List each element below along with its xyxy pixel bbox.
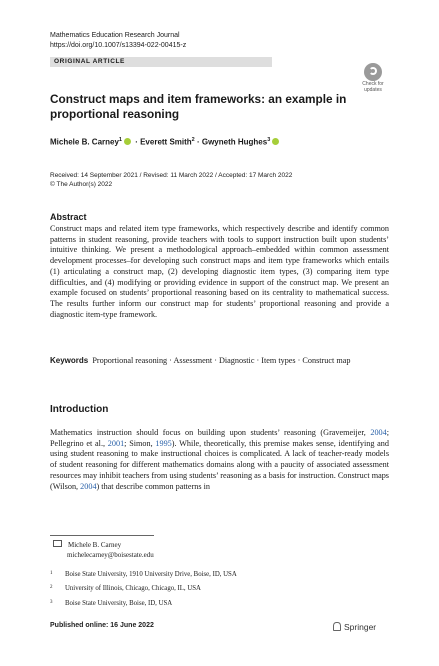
refresh-icon bbox=[364, 63, 382, 81]
affiliation bbox=[50, 598, 172, 609]
affiliation bbox=[50, 583, 201, 594]
citation-link[interactable]: 2004 bbox=[370, 428, 387, 437]
publisher-name: Springer bbox=[344, 622, 377, 632]
author-affiliation-mark: 2 bbox=[191, 137, 195, 143]
affiliation-text: University of Illinois, Chicago, Chicago, IL, USA bbox=[65, 585, 201, 592]
check-updates-label: Check for updates bbox=[362, 81, 384, 93]
footnote-divider bbox=[50, 535, 154, 536]
article-type-label: ORIGINAL ARTICLE bbox=[54, 58, 125, 65]
journal-name: Mathematics Education Research Journal bbox=[50, 32, 180, 39]
intro-text: ). While, theoretically, this premise makes sense, identifying and using student reasoning to make instructional choices is complicated. A lack of teacher-ready models of student reasoning for different mathematics domains along with a paucity of associated assessment resources may inhibit teachers from using students’ reasoning as a basis for instruction. Construct maps (Wilson, bbox=[50, 438, 389, 491]
citation-link[interactable]: 2004 bbox=[80, 481, 97, 491]
intro-text: ; Pellegrino et al., bbox=[50, 428, 389, 448]
submission-history: Received: 14 September 2021 / Revised: 11 March 2022 / Accepted: 17 March 2022 bbox=[50, 172, 293, 179]
article-dates bbox=[50, 171, 292, 189]
affiliation-number: 2 bbox=[50, 585, 53, 590]
published-date: Published online: 16 June 2022 bbox=[50, 622, 154, 629]
check-for-updates-badge[interactable] bbox=[358, 63, 388, 97]
introduction-paragraph bbox=[50, 428, 389, 492]
author-name[interactable]: Gwyneth Hughes bbox=[201, 137, 268, 147]
springer-horse-icon bbox=[333, 622, 341, 631]
orcid-icon[interactable] bbox=[124, 138, 131, 145]
affiliation-text: Boise State University, Boise, ID, USA bbox=[65, 600, 173, 607]
author-affiliation-mark: 3 bbox=[267, 137, 271, 143]
keywords bbox=[50, 356, 389, 367]
corresponding-author: Michele B. Carney bbox=[68, 541, 122, 549]
corresponding-email[interactable]: michelecarney@boisestate.edu bbox=[67, 551, 154, 559]
copyright-notice: © The Author(s) 2022 bbox=[50, 181, 113, 188]
author-affiliation-mark: 1 bbox=[118, 137, 122, 143]
introduction-heading: Introduction bbox=[50, 404, 109, 415]
journal-header bbox=[50, 31, 186, 51]
author-name[interactable]: Everett Smith bbox=[140, 137, 192, 147]
affiliation-number: 3 bbox=[50, 600, 53, 605]
citation-link[interactable]: 1995 bbox=[155, 438, 172, 448]
abstract-heading: Abstract bbox=[50, 212, 87, 222]
keywords-list: Proportional reasoning · Assessment · Diagnostic · Item types · Construct map bbox=[92, 356, 351, 365]
intro-text: ) that describe common patterns in bbox=[96, 481, 210, 491]
intro-text: Mathematics instruction should focus on building upon students’ reasoning (Gravemeijer, bbox=[50, 428, 371, 437]
author-list: Michele B. Carney$^1$ · Everett Smith$^2$ · Gwyneth Hughes$^3$ bbox=[50, 137, 281, 147]
article-type-bar bbox=[50, 57, 272, 67]
affiliation-number: 1 bbox=[50, 571, 53, 576]
intro-text: ; Simon, bbox=[124, 438, 156, 448]
abstract-text: Construct maps and related item type frameworks, which respectively describe and identify common patterns in student reasoning, provide teachers with tools to support instruction built upon students’ intuitive thinking. We present a methodological approach–embedded within common assessment development processes–for developing such construct maps and item type frameworks which entails (1) articulating a construct map, (2) developing diagnostic item types, (3) comparing item type difficulties, and (4) modifying or providing evidence in support of the construct map. We present an example focused on students’ proportional reasoning based on its centrality to mathematical success. The results further inform our construct map for students’ proportional reasoning and provide a diagnostic item-type framework. bbox=[50, 224, 389, 319]
correspondence bbox=[53, 540, 154, 560]
doi-link[interactable]: https://doi.org/10.1007/s13394-022-00415-z bbox=[50, 42, 187, 49]
publisher-logo[interactable] bbox=[333, 622, 376, 632]
orcid-icon[interactable] bbox=[272, 138, 279, 145]
affiliation bbox=[50, 569, 237, 580]
keywords-label: Keywords bbox=[50, 356, 89, 365]
affiliation-text: Boise State University, 1910 University Drive, Boise, ID, USA bbox=[65, 571, 237, 578]
envelope-icon bbox=[53, 540, 62, 547]
citation-link[interactable]: 2001 bbox=[107, 438, 125, 448]
article-title: Construct maps and item frameworks: an example in proportional reasoning bbox=[50, 92, 347, 121]
author-name[interactable]: Michele B. Carney bbox=[50, 137, 119, 147]
